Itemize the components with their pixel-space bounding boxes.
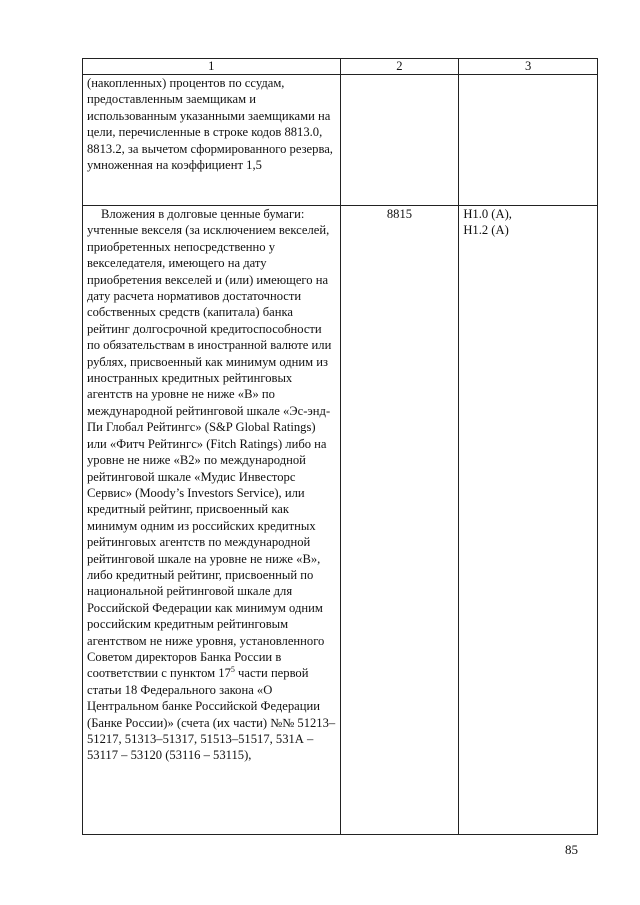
row1-norms: [459, 75, 598, 206]
header-row: [83, 59, 598, 75]
row2-superscript: 5: [230, 665, 235, 675]
row2-text-part2: части первой статьи 18 Федерального закона «О Центральном банке Российской Федерации (Банке России)» (счета (их части) №№ 51213–51217, 51313–51317, 51513–51517, 531А – 53117 – 53120 (53116 – 53115),: [87, 666, 336, 763]
row1-code: [340, 75, 459, 206]
table-row: [83, 206, 598, 835]
header-col-2: 2: [340, 59, 459, 75]
row2-norm-2: Н1.2 (А): [463, 223, 509, 238]
page-number: 85: [565, 842, 578, 857]
row1-description-text: (накопленных) процентов по ссудам, предоставленным заемщикам и использованным указанными заемщиками на цели, перечисленные в строке кодов 8813.0, 8813.2, за вычетом сформированного резерва, умноженная на коэффициент 1,5: [87, 76, 333, 173]
row2-text-part1: Вложения в долговые ценные бумаги: учтенные векселя (за исключением векселей, приобретенных непосредственно у векселедателя, имеющего на дату приобретения векселей и (или) имеющего на дату расчета нормативов достаточности собственных средств (капитала) банка рейтинг долгосрочной кредитоспособности по обязательствам в иностранной валюте или рублях, присвоенный как минимум одним из иностранных кредитных рейтинговых агентств на уровне не ниже «B» по международной рейтинговой шкале «Эс-энд-Пи Глобал Рейтингс» (S&P Global Ratings) или «Фитч Рейтингс» (Fitch Ratings) либо на уровне не ниже «B2» по международной рейтинговой шкале «Мудис Инвесторс Сервис» (Moody’s Investors Service), или кредитный рейтинг, присвоенный как минимум одним из российских кредитных рейтинговых агентств по международной рейтинговой шкале на уровне не ниже «B», либо кредитный рейтинг, присвоенный по национальной рейтинговой шкале для Российской Федерации как минимум одним российским кредитным рейтинговым агентством не ниже уровня, установленного Советом директоров Банка России в соответствии с пунктом 17: [87, 207, 332, 681]
header-col-3: 3: [459, 59, 598, 75]
table-row: [83, 75, 598, 206]
row2-norms: [459, 206, 598, 835]
row2-code: 8815: [340, 206, 459, 835]
row2-norm-1: Н1.0 (А),: [463, 207, 512, 221]
header-col-1: 1: [83, 59, 341, 75]
row2-description: [83, 206, 341, 835]
document-table: [82, 58, 598, 835]
row1-description: [83, 75, 341, 206]
row2-description-text: [87, 206, 336, 764]
